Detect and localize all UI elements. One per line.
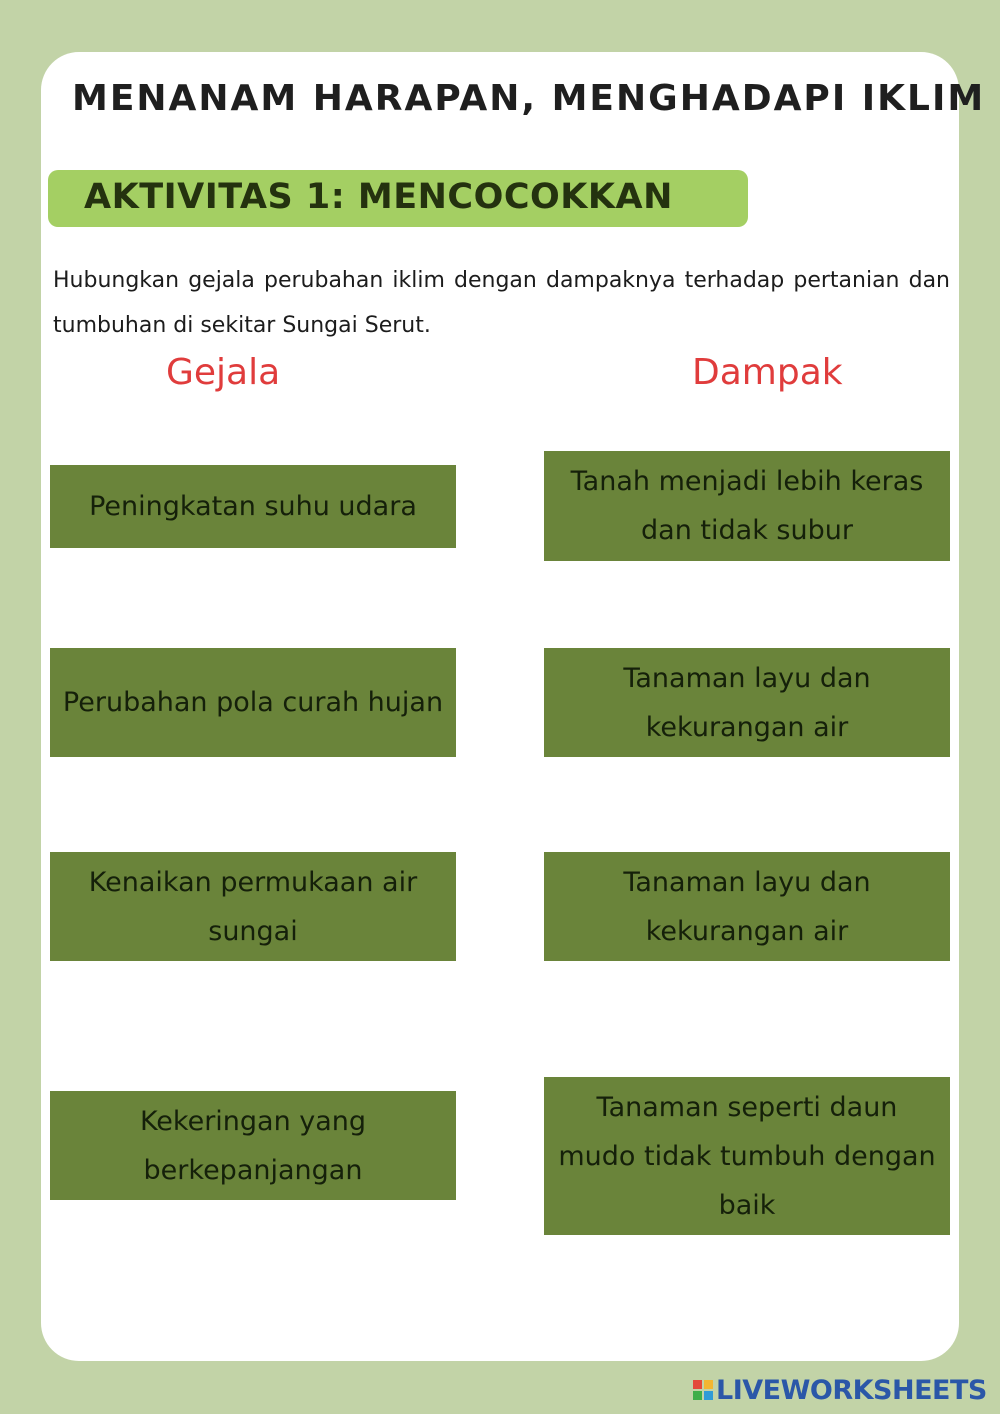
activity-banner — [48, 170, 748, 227]
gejala-box-1[interactable] — [50, 465, 456, 548]
gejala-box-3[interactable] — [50, 852, 456, 961]
dampak-text-2: Tanaman layu dan kekurangan air — [623, 662, 871, 743]
gejala-box-2[interactable] — [50, 648, 456, 757]
liveworksheets-mark-icon — [693, 1380, 713, 1400]
gejala-text-3: Kenaikan permukaan air sungai — [88, 866, 418, 947]
dampak-box-4[interactable] — [544, 1077, 950, 1235]
dampak-text-3: Tanaman layu dan kekurangan air — [623, 866, 871, 947]
gejala-column-header: Gejala — [166, 352, 281, 393]
gejala-text-2: Perubahan pola curah hujan — [62, 687, 444, 718]
instruction-text: Hubungkan gejala perubahan iklim dengan dampaknya terhadap pertanian dan tumbuhan di sekitar Sungai Serut. — [53, 268, 950, 338]
dampak-column-header: Dampak — [692, 352, 843, 393]
page-title: MENANAM HARAPAN, MENGHADAPI IKLIM — [72, 78, 986, 119]
dampak-text-4: Tanaman seperti daun mudo tidak tumbuh dengan baik — [558, 1091, 936, 1221]
gejala-text-4: Kekeringan yang berkepanjangan — [139, 1105, 367, 1186]
activity-label: AKTIVITAS 1: MENCOCOKKAN — [84, 177, 673, 217]
liveworksheets-logo[interactable] — [693, 1375, 987, 1405]
gejala-text-1: Peningkatan suhu udara — [89, 491, 417, 522]
dampak-box-2[interactable] — [544, 648, 950, 757]
dampak-box-1[interactable] — [544, 451, 950, 561]
dampak-text-1: Tanah menjadi lebih keras dan tidak subur — [570, 466, 924, 546]
dampak-box-3[interactable] — [544, 852, 950, 961]
liveworksheets-brand-text: LIVEWORKSHEETS — [716, 1374, 987, 1406]
gejala-box-4[interactable] — [50, 1091, 456, 1200]
